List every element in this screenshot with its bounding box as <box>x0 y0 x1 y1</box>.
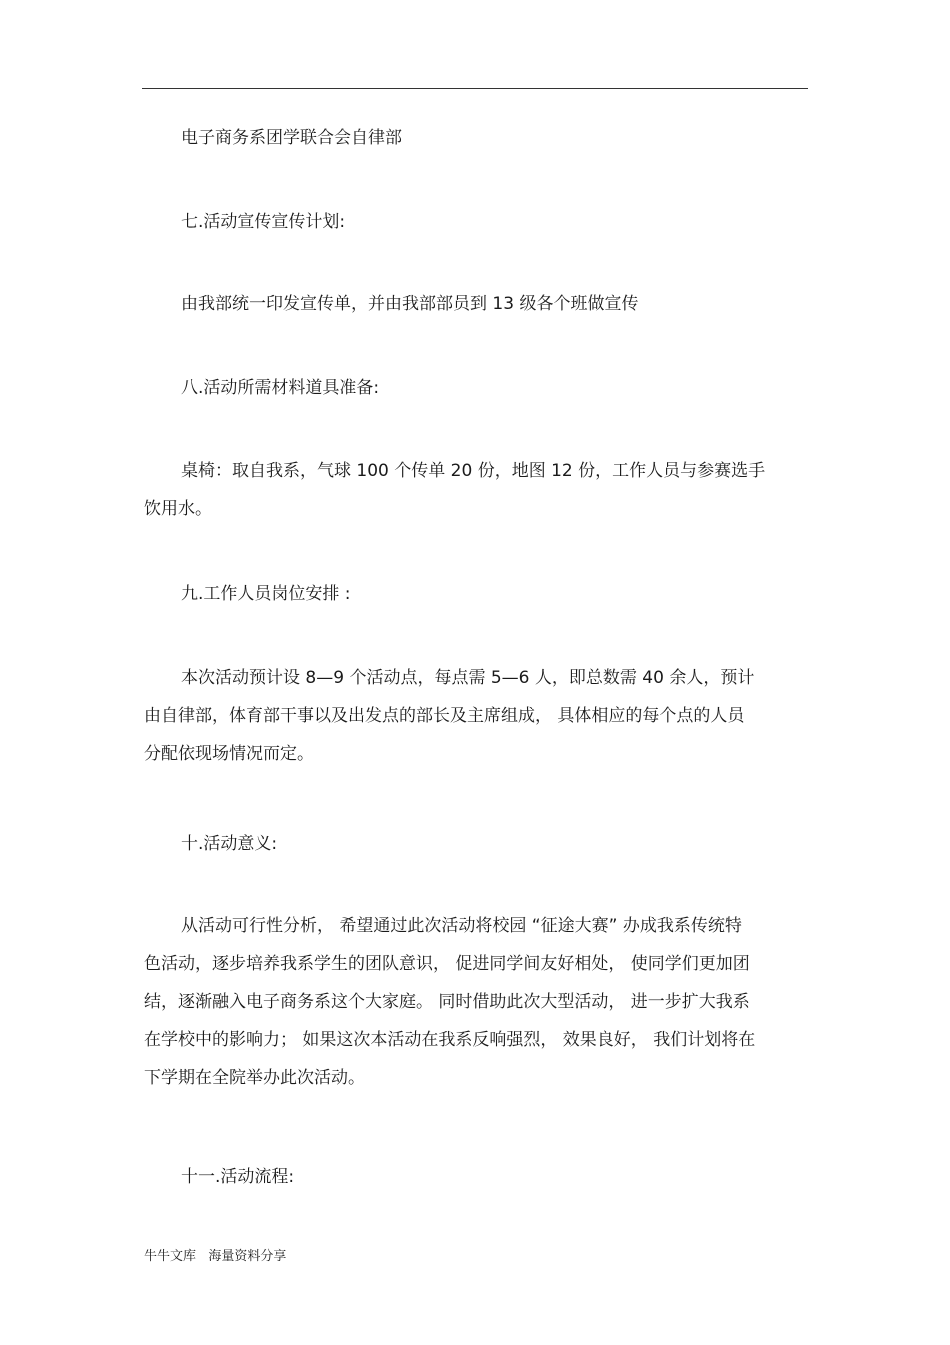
heading-text: 十一.活动流程: <box>181 1167 295 1187</box>
heading-text: 九.工作人员岗位安排 : <box>181 584 351 604</box>
heading-text: 十.活动意义: <box>181 834 278 854</box>
section-heading-8 <box>144 369 804 407</box>
paragraph-significance <box>144 907 804 1097</box>
text-line: 色活动，逐步培养我系学生的团队意识， 促进同学间友好相处， 使同学们更加团 <box>144 954 750 974</box>
section-heading-10 <box>144 825 804 863</box>
paragraph-materials <box>144 452 804 528</box>
section-heading-9 <box>144 575 804 613</box>
header-rule <box>142 88 808 89</box>
text-line: 在学校中的影响力； 如果这次本活动在我系反响强烈， 效果良好， 我们计划将在 <box>144 1030 756 1050</box>
heading-text: 八.活动所需材料道具准备: <box>181 378 380 398</box>
text-line: 从活动可行性分析， 希望通过此次活动将校园 “征途大赛” 办成我系传统特 <box>181 916 742 936</box>
text-line: 本次活动预计设 8—9 个活动点，每点需 5—6 人，即总数需 40 余人，预计 <box>181 668 755 688</box>
heading-text: 七.活动宣传宣传计划: <box>181 212 346 232</box>
footer-text: 牛牛文库 海量资料分享 <box>144 1249 287 1264</box>
text-line: 由我部统一印发宣传单，并由我部部员到 13 级各个班做宣传 <box>181 294 639 314</box>
text-line: 分配依现场情况而定。 <box>144 744 314 764</box>
paragraph-publicity <box>144 285 804 323</box>
text-line: 由自律部，体育部干事以及出发点的部长及主席组成， 具体相应的每个点的人员 <box>144 706 745 726</box>
section-heading-11 <box>144 1158 804 1196</box>
text-line: 桌椅：取自我系，气球 100 个传单 20 份，地图 12 份，工作人员与参赛选手 <box>181 461 766 481</box>
paragraph-staffing <box>144 659 804 773</box>
text-line: 电子商务系团学联合会自律部 <box>181 128 402 148</box>
section-heading-7 <box>144 203 804 241</box>
text-line: 结，逐渐融入电子商务系这个大家庭。 同时借助此次大型活动， 进一步扩大我系 <box>144 992 750 1012</box>
text-line: 饮用水。 <box>144 499 212 519</box>
text-line: 下学期在全院举办此次活动。 <box>144 1068 365 1088</box>
organization-line <box>144 119 804 157</box>
